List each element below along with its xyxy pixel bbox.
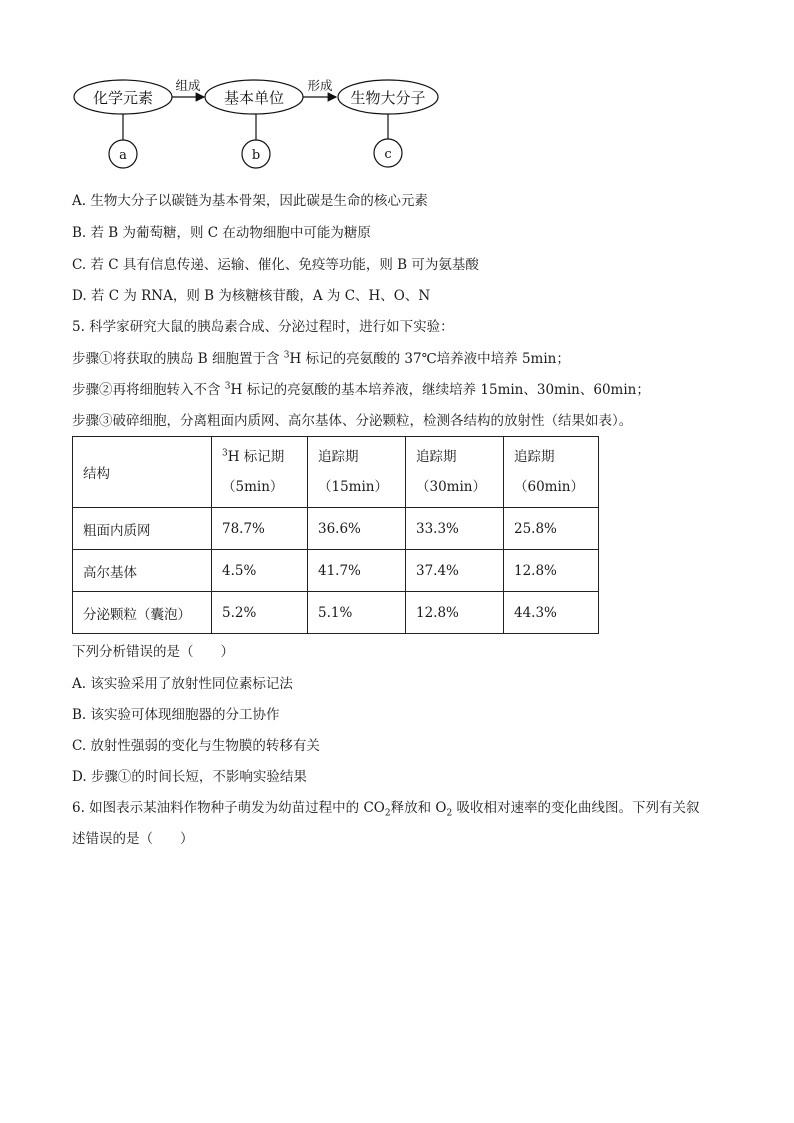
header-chase-15-line1: 追踪期 [318, 449, 359, 465]
concept-diagram [60, 70, 460, 180]
row-value: 37.4% [406, 550, 504, 592]
q5-step1-post: H 标记的亮氨酸的 37℃培养液中培养 5min； [289, 351, 570, 367]
header-label-period-line2: （5min） [222, 479, 284, 495]
header-label-period [212, 437, 308, 508]
header-chase-30 [406, 437, 504, 508]
q4-option-b: B. 若 B 为葡萄糖，则 C 在动物细胞中可能为糖原 [72, 225, 371, 241]
q5-stem: 5. 科学家研究大鼠的胰岛素合成、分泌过程时，进行如下实验： [72, 319, 454, 335]
q4-option-c: C. 若 C 具有信息传递、运输、催化、免疫等功能，则 B 可为氨基酸 [72, 257, 479, 273]
q5-step2-post: H 标记的亮氨酸的基本培养液，继续培养 15min、30min、60min； [230, 382, 650, 398]
header-chase-60-line1: 追踪期 [514, 449, 555, 465]
arrow-form-label: 形成 [307, 78, 333, 93]
q5-step2 [72, 381, 650, 399]
header-chase-30-line1: 追踪期 [416, 449, 457, 465]
row-value: 44.3% [504, 592, 599, 634]
header-label-text: H 标记期 [227, 449, 285, 465]
q5-step1-pre: 步骤①将获取的胰岛 B 细胞置于含 [72, 351, 284, 367]
q4-option-d: D. 若 C 为 RNA，则 B 为核糖核苷酸，A 为 C、H、O、N [72, 288, 431, 304]
q5-option-c: C. 放射性强弱的变化与生物膜的转移有关 [72, 738, 320, 754]
row-value: 36.6% [308, 508, 406, 550]
results-table [72, 436, 599, 634]
row-value: 12.8% [504, 550, 599, 592]
table-row [73, 508, 599, 550]
row-value: 4.5% [212, 550, 308, 592]
row-value: 41.7% [308, 550, 406, 592]
header-chase-30-line2: （30min） [416, 479, 486, 495]
table-header-row [73, 437, 599, 508]
row-value: 12.8% [406, 592, 504, 634]
q5-step1-sup: 3 [283, 350, 290, 361]
q5-step2-sup: 3 [224, 381, 231, 392]
table-row [73, 592, 599, 634]
q5-step1 [72, 350, 570, 368]
header-chase-60-line2: （60min） [514, 479, 584, 495]
node-basic-unit-label: 基本单位 [223, 89, 285, 107]
table-row [73, 550, 599, 592]
q6-text-a: 6. 如图表示某油料作物种子萌发为幼苗过程中的 CO [72, 800, 385, 816]
q5-step3: 步骤③破碎细胞，分离粗面内质网、高尔基体、分泌颗粒，检测各结构的放射性（结果如表）。 [72, 413, 633, 429]
row-value: 5.1% [308, 592, 406, 634]
header-chase-60 [504, 437, 599, 508]
header-label-sup: 3 [222, 448, 228, 459]
row-name: 高尔基体 [73, 550, 212, 592]
node-macromolecule-label: 生物大分子 [350, 89, 426, 107]
q5-option-a: A. 该实验采用了放射性同位素标记法 [72, 676, 293, 692]
circle-b-label: b [251, 148, 261, 163]
circle-c-label: c [384, 147, 392, 162]
row-value: 33.3% [406, 508, 504, 550]
row-value: 25.8% [504, 508, 599, 550]
q5-option-b: B. 该实验可体现细胞器的分工协作 [72, 707, 280, 723]
q6-stem-line2: 述错误的是（ ） [72, 831, 194, 847]
row-value: 5.2% [212, 592, 308, 634]
row-name: 粗面内质网 [73, 508, 212, 550]
q5-step2-pre: 步骤②再将细胞转入不含 [72, 382, 225, 398]
q4-option-a: A. 生物大分子以碳链为基本骨架，因此碳是生命的核心元素 [72, 193, 428, 209]
q6-text-b: 释放和 O [390, 800, 447, 816]
q6-sub-co2: 2 [384, 808, 391, 819]
row-name: 分泌颗粒（囊泡） [73, 592, 212, 634]
arrow-compose-label: 组成 [175, 78, 201, 93]
q5-question: 下列分析错误的是（ ） [72, 644, 234, 660]
q6-sub-o2: 2 [446, 808, 453, 819]
q6-stem-line1 [72, 799, 699, 817]
header-label-period-line1 [222, 442, 307, 472]
row-value: 78.7% [212, 508, 308, 550]
q5-option-d: D. 步骤①的时间长短，不影响实验结果 [72, 769, 307, 785]
circle-a-label: a [119, 148, 127, 163]
header-chase-15 [308, 437, 406, 508]
q6-text-c: 吸收相对速率的变化曲线图。下列有关叙 [452, 800, 700, 816]
header-chase-15-line2: （15min） [318, 479, 388, 495]
header-structure: 结构 [73, 437, 212, 508]
node-chemical-elements-label: 化学元素 [92, 89, 154, 107]
concept-diagram-svg [60, 70, 460, 180]
